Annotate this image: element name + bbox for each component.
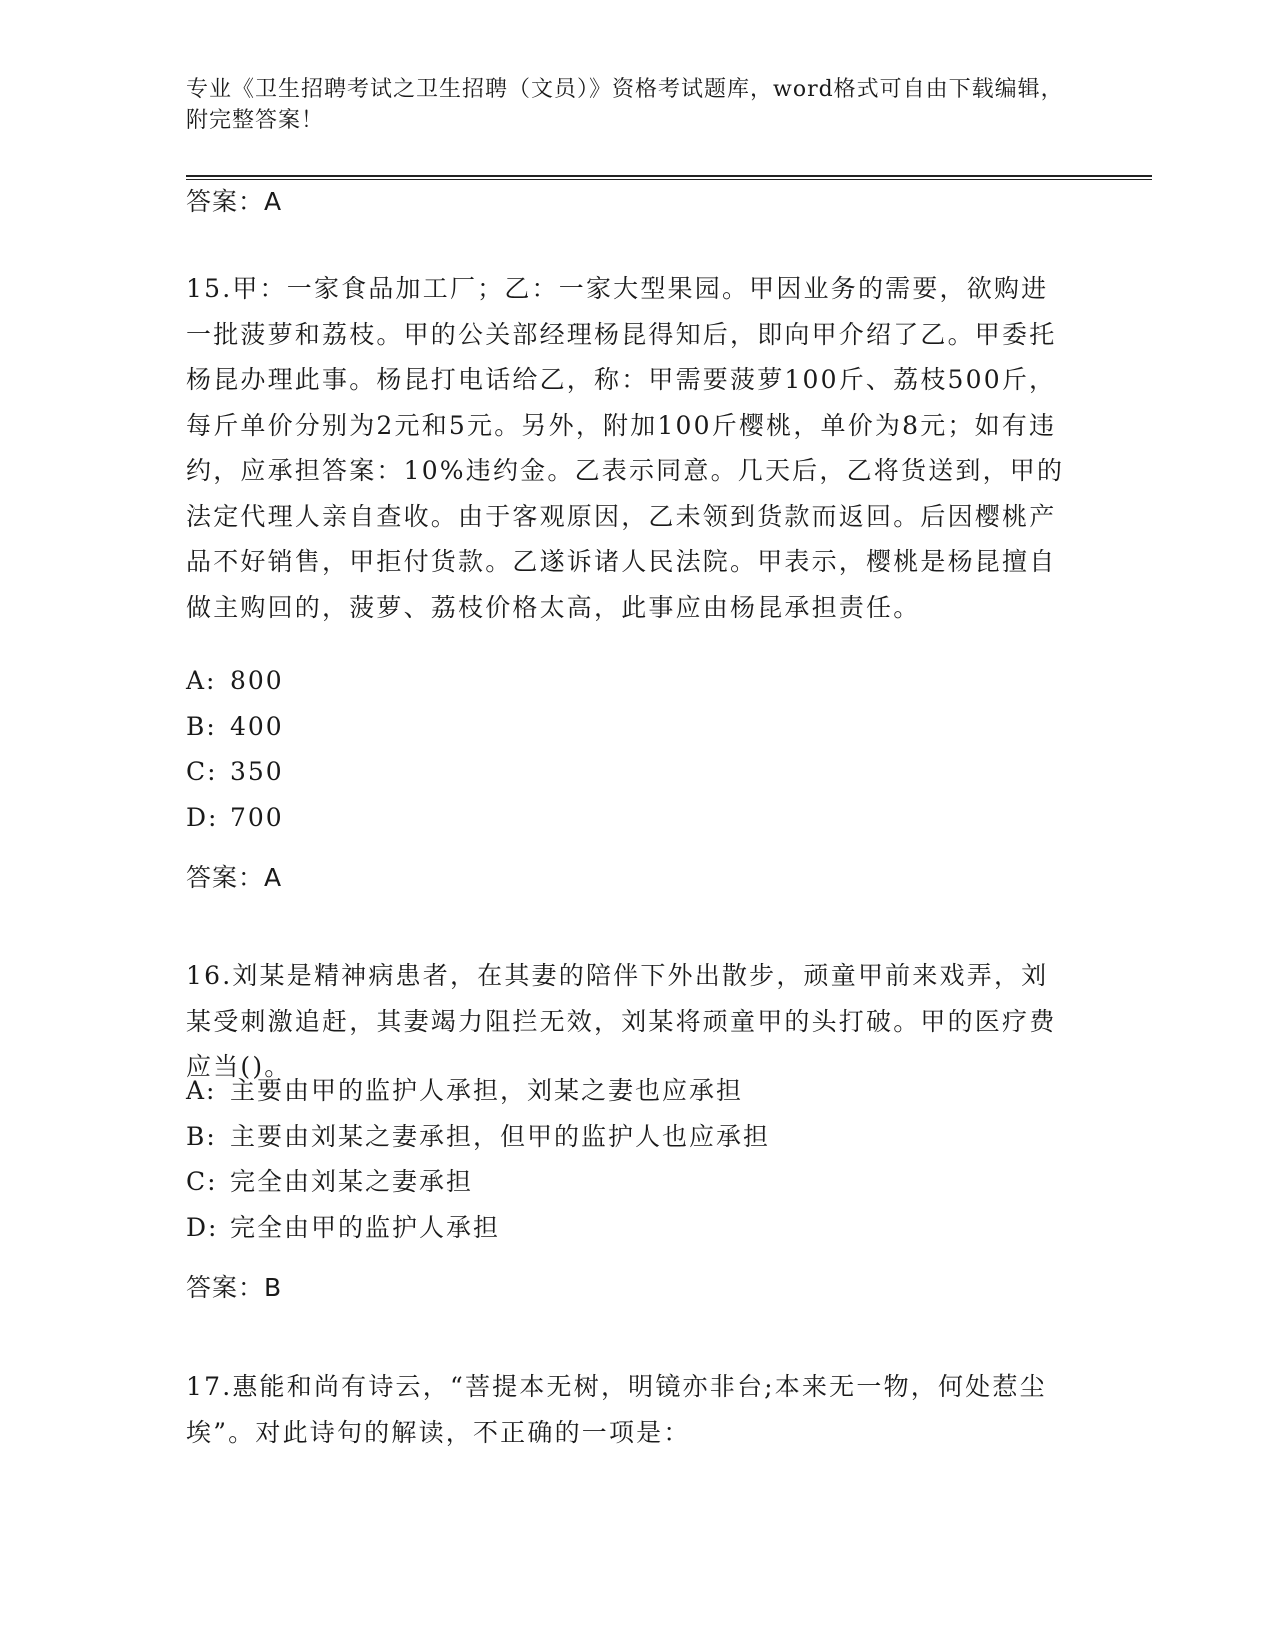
option-key: D:	[186, 802, 219, 832]
question-15-options	[186, 658, 1066, 840]
option-text: 主要由刘某之妻承担，但甲的监护人也应承担	[230, 1121, 771, 1151]
question-16-options	[186, 1068, 1066, 1250]
option-key: C:	[186, 757, 218, 786]
header-divider	[186, 175, 1152, 180]
question-17-text: 17.惠能和尚有诗云，“菩提本无树，明镜亦非台;本来无一物，何处惹尘埃”。对此诗句的解读，不正确的一项是：	[186, 1372, 1047, 1447]
option-text: 完全由甲的监护人承担	[230, 1212, 501, 1242]
option-text: 完全由刘某之妻承担	[230, 1167, 474, 1196]
document-header: 专业《卫生招聘考试之卫生招聘（文员）》资格考试题库，word格式可自由下载编辑，附完整答案！	[186, 77, 1064, 133]
question-15-text: 15.甲：一家食品加工厂；乙：一家大型果园。甲因业务的需要，欲购进一批菠萝和荔枝。甲的公关部经理杨昆得知后，即向甲介绍了乙。甲委托杨昆办理此事。杨昆打电话给乙，称：甲需要菠萝100斤、荔枝500斤，每斤单价分别为2元和5元。另外，附加100斤樱桃，单价为8元；如有违约，应承担答案：10%违约金。乙表示同意。几天后，乙将货送到，甲的法定代理人亲自查收。由于客观原因，乙未领到货款而返回。后因樱桃产品不好销售，甲拒付货款。乙遂诉诸人民法院。甲表示，樱桃是杨昆擅自做主购回的，菠萝、荔枝价格太高，此事应由杨昆承担责任。	[186, 274, 1065, 622]
option-key: C:	[186, 1167, 218, 1196]
option-c	[186, 1159, 1066, 1205]
option-text: 350	[230, 757, 284, 786]
option-b	[186, 704, 1066, 750]
option-key: D:	[186, 1212, 219, 1242]
option-a	[186, 1068, 1066, 1114]
option-c	[186, 749, 1066, 795]
option-a	[186, 658, 1066, 704]
option-key: A:	[186, 666, 217, 695]
question-15-answer: 答案：A	[186, 863, 283, 892]
option-text: 400	[230, 711, 284, 741]
question-16-answer: 答案：B	[186, 1273, 283, 1302]
option-d	[186, 795, 1066, 841]
option-key: B:	[186, 1121, 217, 1151]
option-text: 800	[230, 666, 284, 695]
question-16-text: 16.刘某是精神病患者，在其妻的陪伴下外出散步，顽童甲前来戏弄，刘某受刺激追赶，其妻竭力阻拦无效，刘某将顽童甲的头打破。甲的医疗费应当()。	[186, 961, 1057, 1081]
previous-answer: 答案：A	[186, 187, 283, 216]
option-text: 主要由甲的监护人承担，刘某之妻也应承担	[230, 1076, 744, 1105]
option-text: 700	[230, 802, 284, 832]
option-key: A:	[186, 1076, 217, 1105]
option-b	[186, 1114, 1066, 1160]
option-key: B:	[186, 711, 217, 741]
option-d	[186, 1205, 1066, 1251]
